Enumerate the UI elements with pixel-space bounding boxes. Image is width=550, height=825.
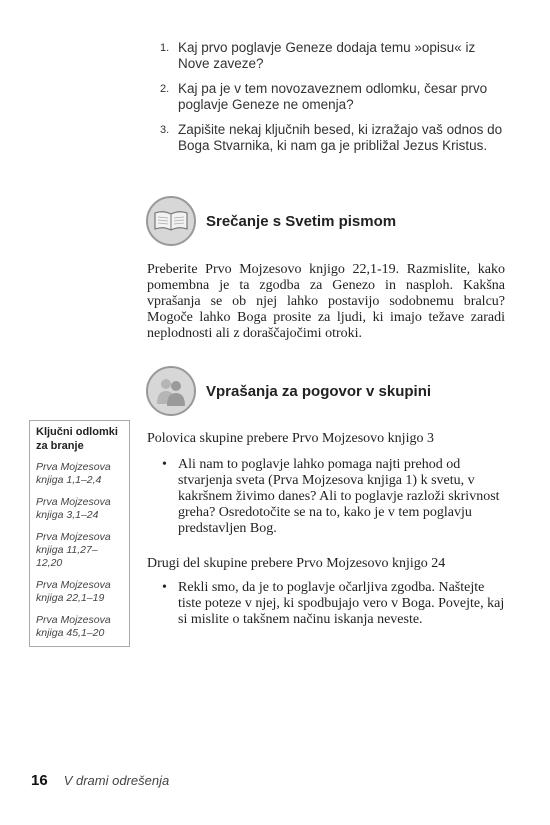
- question-text: Kaj prvo poglavje Geneze dodaja temu »opisu« iz Nove zaveze?: [178, 40, 476, 71]
- group-section-title: Vprašanja za pogovor v skupini: [206, 382, 432, 400]
- passage-item: Prva Mojzesova knjiga 22,1–19: [36, 579, 111, 604]
- passage-item: Prva Mojzesova knjiga 1,1–2,4: [36, 461, 111, 486]
- passage-item: Prva Mojzesova knjiga 45,1–20: [36, 614, 111, 639]
- bullet-text: Ali nam to poglavje lahko pomaga najti prehod od stvarjenja sveta (Prva Mojzesova knjiga 1) k svetu, v kakršnem živimo danes? Ali to poglavje razloži skrivnost greha? Osredotočite se na to, kako je v tem poglavju predstavljen Bog.: [178, 457, 500, 536]
- page-number: 16: [31, 772, 48, 789]
- other-group-instruction: Drugi del skupine prebere Prvo Mojzesovo knjigo 24: [147, 556, 446, 571]
- bullet-dot: •: [162, 457, 167, 472]
- scripture-section-header: [146, 196, 396, 246]
- bullet-dot: •: [162, 580, 167, 595]
- question-item: [160, 81, 510, 113]
- bullet-text: Rekli smo, da je to poglavje očarljiva zgodba. Naštejte tiste poteze v njej, ki spodbujajo vero v Boga. Povejte, kaj si mislite o takšnem načinu iskanja neveste.: [178, 580, 505, 627]
- question-number: 1.: [160, 42, 170, 54]
- passage-item: Prva Mojzesova knjiga 3,1–24: [36, 496, 111, 521]
- scripture-section-title: Srečanje s Svetim pismom: [206, 212, 397, 230]
- half-group-instruction: Polovica skupine prebere Prvo Mojzesovo knjigo 3: [147, 431, 434, 446]
- page-footer: [31, 772, 169, 789]
- book-title: V drami odrešenja: [63, 773, 170, 788]
- bullet-item: [160, 457, 505, 537]
- bullet-item: [160, 580, 505, 628]
- group-section-header: [146, 366, 431, 416]
- scripture-paragraph: Preberite Prvo Mojzesovo knjigo 22,1-19. Razmislite, kako pomembna je ta zgodba za Genezo in nasploh. Kakšna vprašanja se ob njej lahko postavijo sodobnemu bralcu? Mogoče lahko Boga prosite za ljudi, ki imajo težave zaradi neplodnosti ali z doraščajočimi otroki.: [147, 262, 505, 341]
- question-text: Kaj pa je v tem novozaveznem odlomku, česar prvo poglavje Geneze ne omenja?: [178, 81, 488, 112]
- question-text: Zapišite nekaj ključnih besed, ki izražajo vaš odnos do Boga Stvarnika, ki nam ga je približal Jezus Kristus.: [178, 122, 503, 153]
- key-passages-title: Ključni odlomki za branje: [36, 426, 118, 452]
- question-item: [160, 122, 510, 154]
- key-passages-box: [29, 420, 130, 647]
- people-group-icon: [146, 366, 196, 416]
- question-item: [160, 40, 510, 72]
- passage-item: Prva Mojzesova knjiga 11,27–12,20: [36, 531, 111, 569]
- question-number: 2.: [160, 83, 170, 95]
- question-list: [160, 40, 510, 163]
- question-number: 3.: [160, 124, 170, 136]
- open-book-icon: [146, 196, 196, 246]
